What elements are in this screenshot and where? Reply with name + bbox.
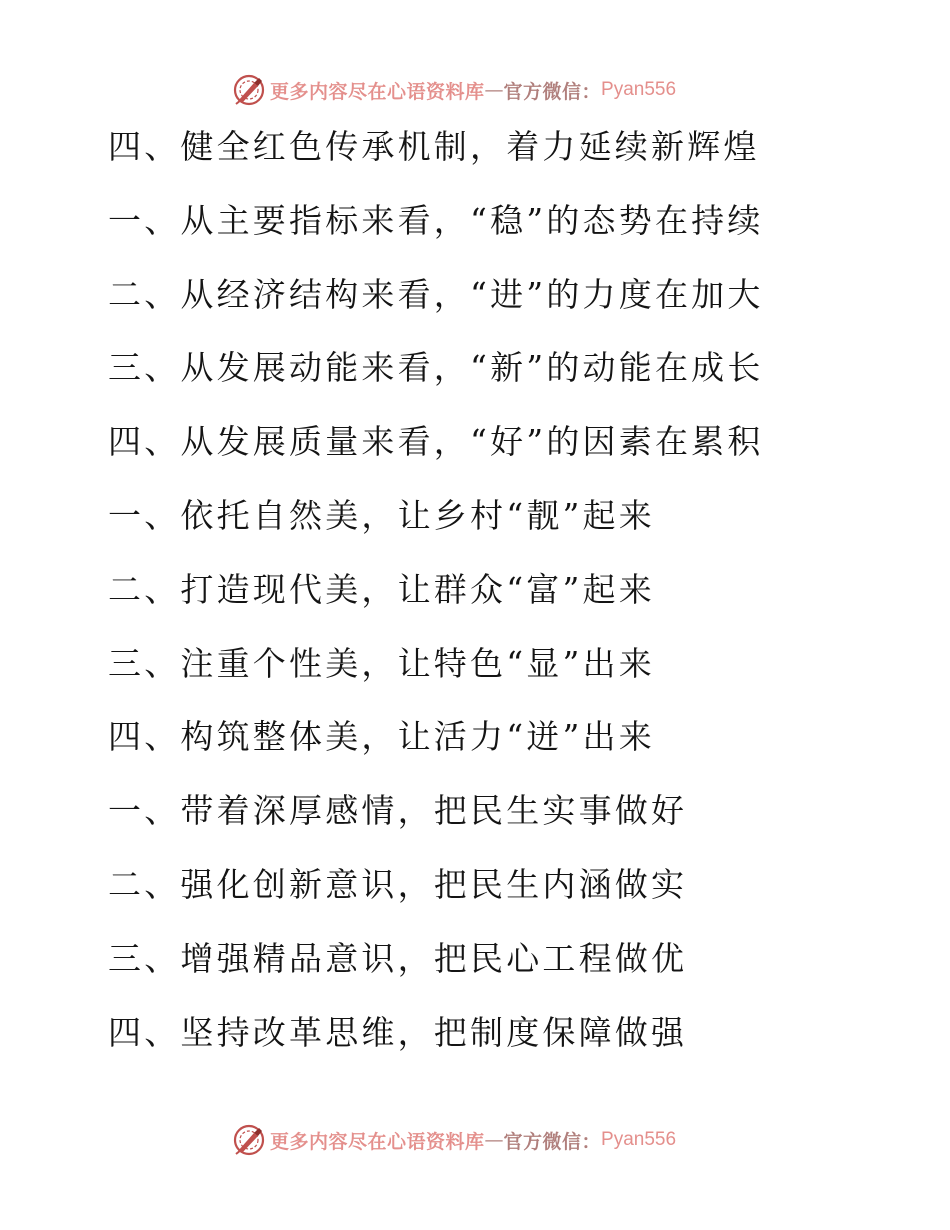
footer-watermark [232, 1122, 676, 1158]
heading-line: 二、打造现代美，让群众“富”起来 [108, 569, 655, 609]
watermark-dash: — [484, 79, 504, 101]
heading-line: 三、增强精品意识，把民心工程做优 [108, 938, 688, 978]
watermark-official-text: 官方微信： [503, 1130, 602, 1153]
heading-line: 一、从主要指标来看，“稳”的态势在持续 [108, 200, 764, 240]
pen-logo-icon [232, 1123, 266, 1157]
watermark-main-text: 更多内容尽在心语资料库 [270, 80, 485, 103]
heading-line: 二、从经济结构来看，“进”的力度在加大 [108, 274, 764, 314]
heading-line: 一、带着深厚感情，把民生实事做好 [108, 791, 688, 831]
heading-line: 三、从发展动能来看，“新”的动能在成长 [108, 348, 764, 388]
heading-line: 二、强化创新意识，把民生内涵做实 [108, 864, 688, 904]
watermark-main-text: 更多内容尽在心语资料库 [270, 1130, 485, 1153]
heading-line: 一、依托自然美，让乡村“靓”起来 [108, 495, 655, 535]
heading-line: 四、构筑整体美，让活力“迸”出来 [108, 717, 655, 757]
heading-line: 四、坚持改革思维，把制度保障做强 [108, 1012, 688, 1052]
header-watermark [232, 72, 676, 108]
pen-logo-icon [232, 73, 266, 107]
heading-list [108, 118, 764, 1077]
watermark-wechat-id: Pyan556 [601, 1129, 677, 1150]
heading-line: 四、健全红色传承机制，着力延续新辉煌 [108, 127, 760, 166]
watermark-official-text: 官方微信： [503, 80, 602, 103]
heading-line: 四、从发展质量来看，“好”的因素在累积 [108, 422, 764, 462]
heading-line: 三、注重个性美，让特色“显”出来 [108, 643, 655, 683]
watermark-wechat-id: Pyan556 [601, 79, 677, 100]
watermark-dash: — [484, 1129, 504, 1151]
